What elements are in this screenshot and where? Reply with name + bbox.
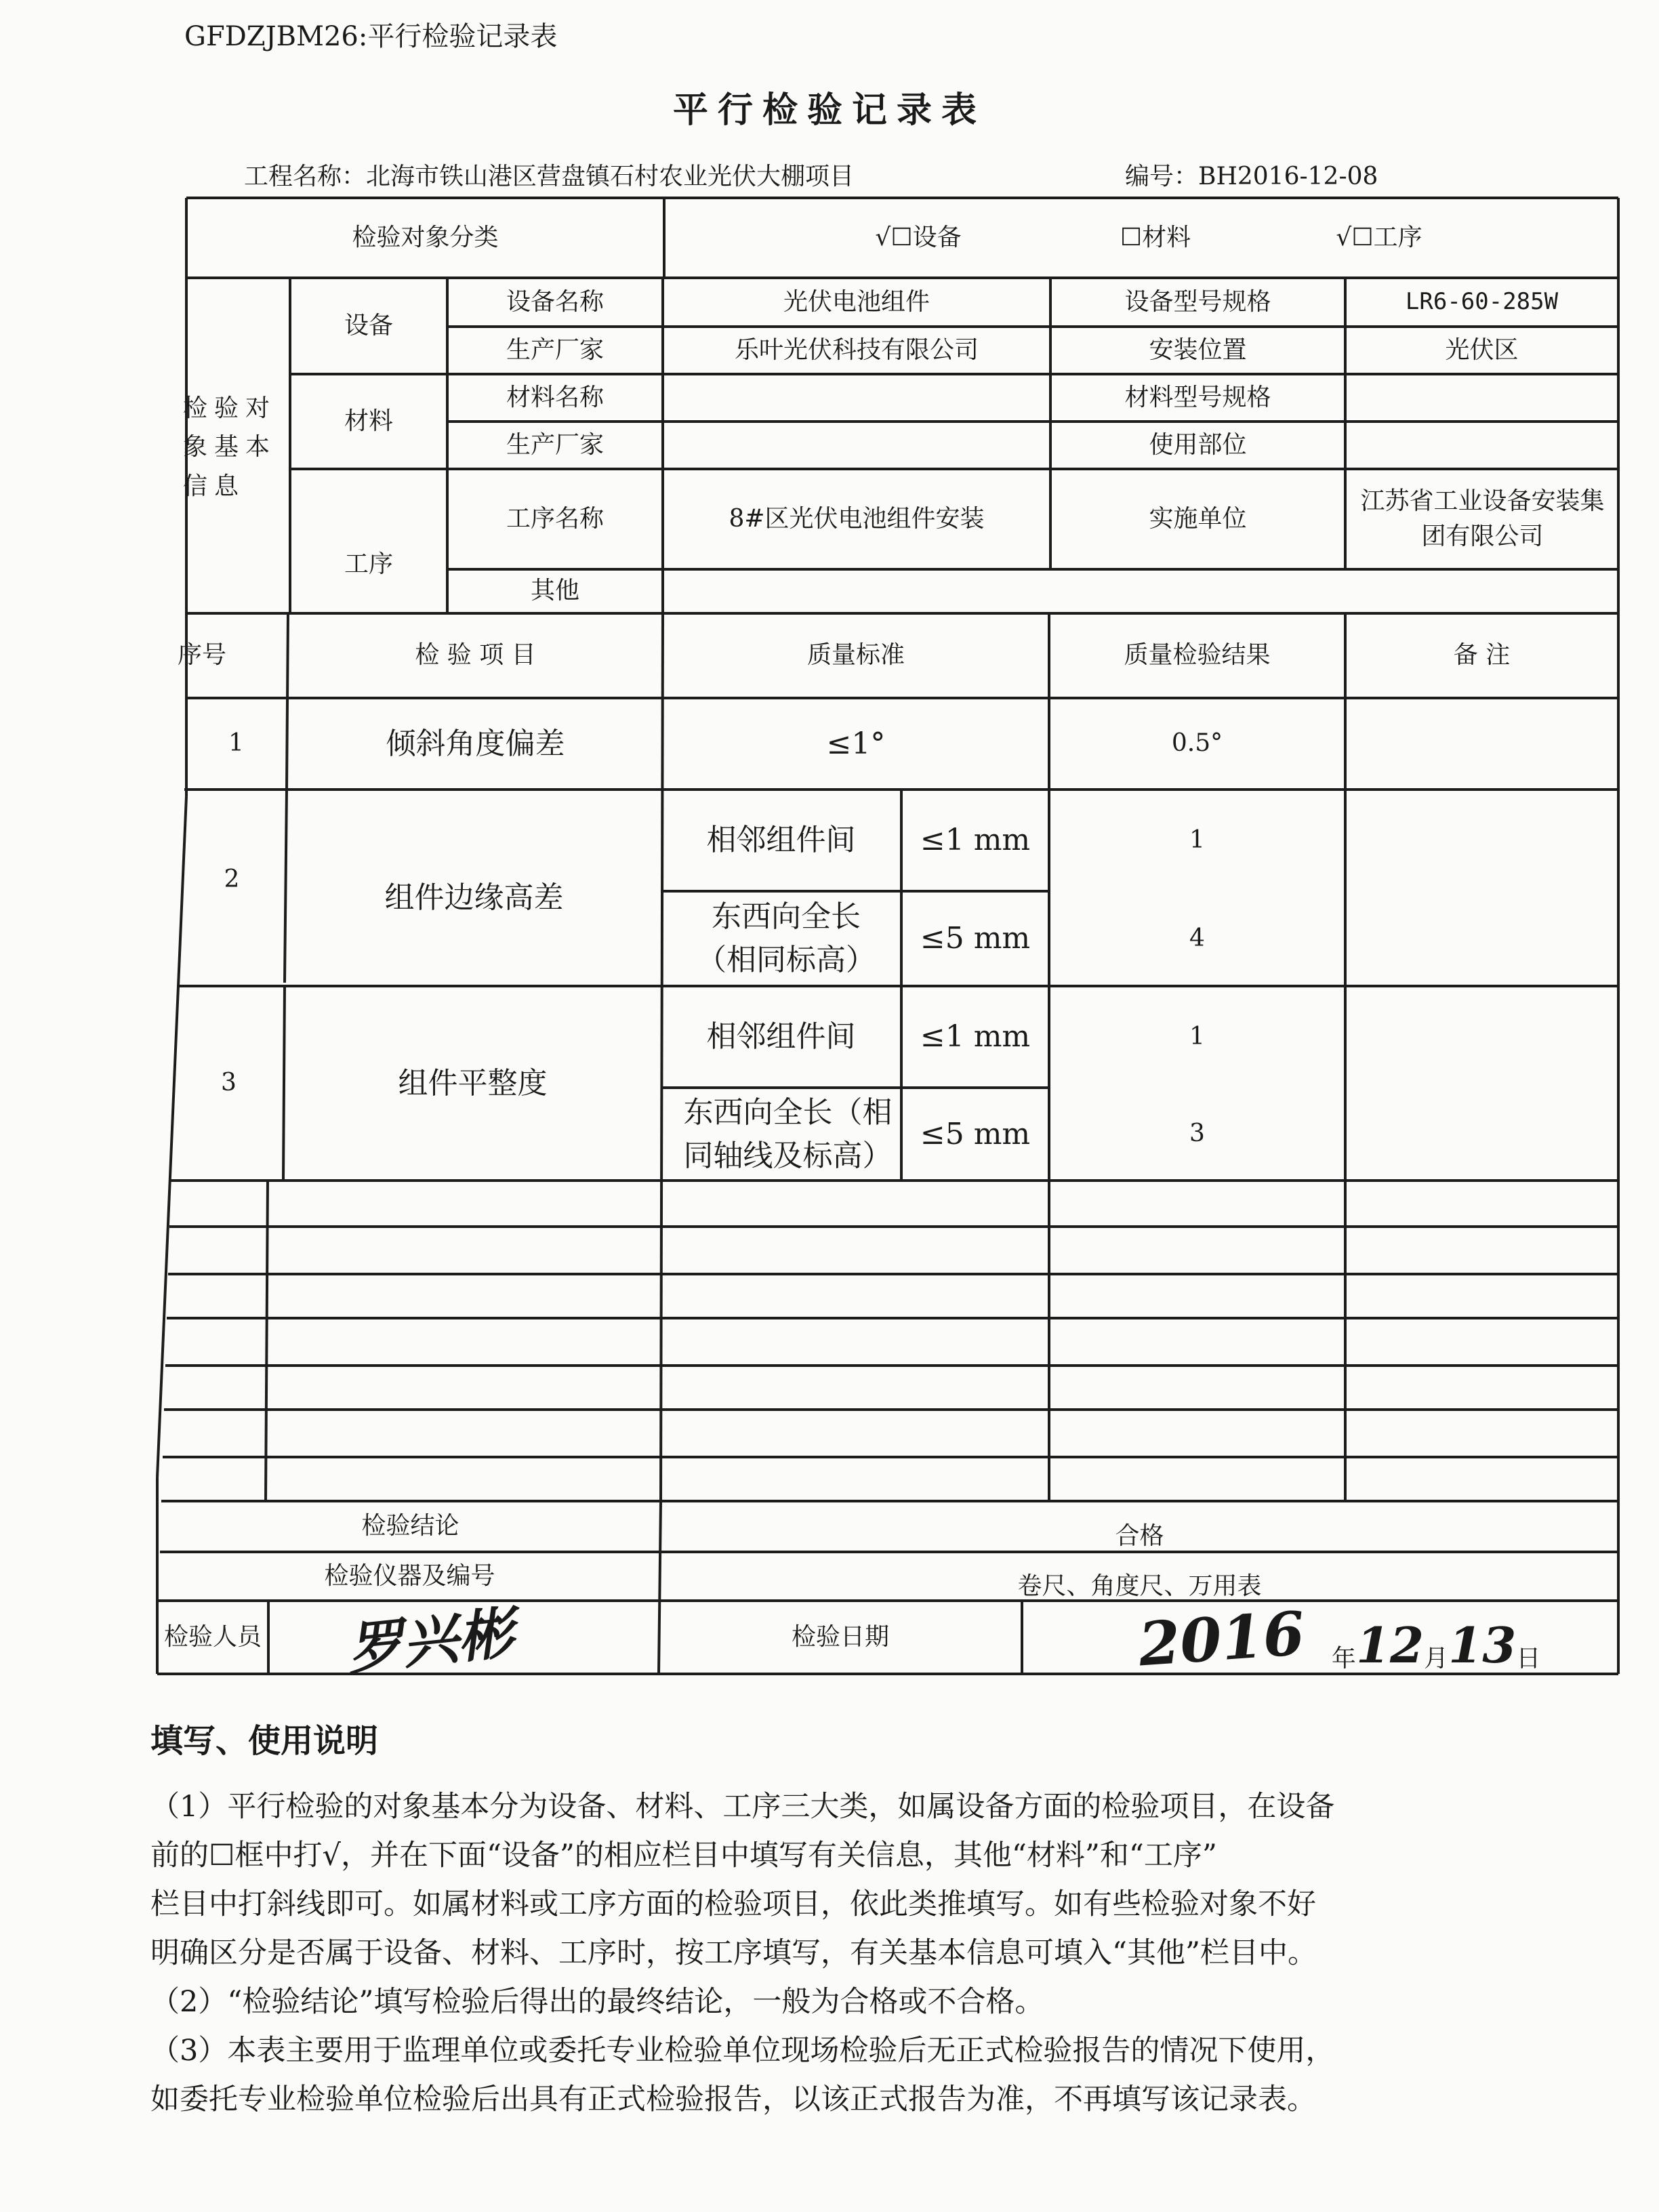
row-3-sub-1-name: 相邻组件间 (706, 1019, 856, 1054)
row-3-sub-2-result: 3 (1189, 1120, 1205, 1148)
notes-line: （2）“检验结论”填写检验后得出的最终结论，一般为合格或不合格。 (150, 1985, 1044, 2019)
install-location-value: 光伏区 (1445, 335, 1519, 364)
equipment-maker-value: 乐叶光伏科技有限公司 (734, 335, 979, 364)
equipment-group-label: 设备 (344, 311, 393, 340)
material-name-label: 材料名称 (506, 383, 604, 411)
equipment-maker-label: 生产厂家 (506, 335, 604, 364)
instruments-value: 卷尺、角度尺、万用表 (1017, 1572, 1262, 1600)
date-year-suffix: 年 (1331, 1645, 1356, 1673)
date-value (1136, 1597, 1541, 1680)
row-2-sub-1-result: 1 (1189, 825, 1205, 854)
other-label: 其他 (530, 577, 579, 605)
date-year: 2016 (1136, 1597, 1307, 1680)
header-remark: 备 注 (1453, 641, 1511, 670)
inspector-label: 检验人员 (163, 1622, 262, 1651)
conclusion-value: 合格 (1115, 1522, 1164, 1551)
form-title: 平行检验记录表 (672, 89, 986, 131)
row-2-sub-1-limit: ≤1 mm (920, 823, 1031, 858)
date-day-suffix: 日 (1516, 1645, 1541, 1673)
category-material-checkbox[interactable]: ☐材料 (1120, 223, 1191, 251)
equipment-model-label: 设备型号规格 (1124, 287, 1271, 316)
row-2-item: 组件边缘高差 (384, 880, 564, 916)
row-2-sub-1-name: 相邻组件间 (706, 823, 856, 858)
notes-line: （1）平行检验的对象基本分为设备、材料、工序三大类，如属设备方面的检验项目，在设备 (150, 1790, 1335, 1824)
category-process-checkbox[interactable]: √☐工序 (1336, 223, 1422, 251)
row-1-result: 0.5° (1171, 729, 1223, 758)
notes-line: （3）本表主要用于监理单位或委托专业检验单位现场检验后无正式检验报告的情况下使用， (150, 2034, 1335, 2068)
material-name-value[interactable] (663, 374, 1050, 422)
equipment-name-value: 光伏电池组件 (783, 287, 930, 316)
equipment-model-value: LR6-60-285W (1405, 288, 1559, 316)
notes-line: 栏目中打斜线即可。如属材料或工序方面的检验项目，依此类推填写。如有些检验对象不好 (150, 1887, 1316, 1921)
instruments-label: 检验仪器及编号 (324, 1561, 495, 1590)
header-item: 检 验 项 目 (415, 641, 536, 670)
row-3-no: 3 (221, 1069, 237, 1097)
category-equipment-checkbox[interactable]: √☐设备 (875, 223, 962, 251)
row-3-item: 组件平整度 (398, 1065, 548, 1101)
notes-title: 填写、使用说明 (150, 1722, 379, 1760)
equipment-name-label: 设备名称 (506, 287, 604, 316)
project-name: 工程名称：北海市铁山港区营盘镇石村农业光伏大棚项目 (244, 163, 855, 190)
notes-line: 如委托专业检验单位检验后出具有正式检验报告，以该正式报告为准，不再填写该记录表。 (150, 2083, 1316, 2116)
material-model-value[interactable] (1345, 374, 1618, 422)
notes-line: 明确区分是否属于设备、材料、工序时，按工序填写，有关基本信息可填入“其他”栏目中。 (150, 1936, 1317, 1970)
header-no: 序号 (178, 641, 227, 670)
use-part-value[interactable] (1345, 422, 1618, 469)
row-3-sub-1-limit: ≤1 mm (920, 1019, 1031, 1054)
header-standard: 质量标准 (806, 641, 905, 670)
inspector-signature: 罗兴彬 (344, 1599, 517, 1683)
serial-number: 编号：BH2016-12-08 (1125, 163, 1378, 190)
date-day: 13 (1448, 1616, 1517, 1674)
row-3-sub-1-result: 1 (1189, 1022, 1205, 1050)
executor-label: 实施单位 (1149, 504, 1247, 533)
row-1-standard: ≤1° (826, 726, 886, 761)
process-name-value: 8#区光伏电池组件安装 (729, 504, 985, 533)
row-2-no: 2 (224, 865, 240, 893)
conclusion-label: 检验结论 (361, 1512, 459, 1540)
header-result: 质量检验结果 (1124, 641, 1271, 670)
other-value[interactable] (663, 569, 1618, 613)
date-label: 检验日期 (791, 1622, 889, 1651)
process-group-label: 工序 (344, 550, 393, 579)
basic-info-label: 检验对象基本信息 (183, 394, 277, 500)
row-3-sub-2-limit: ≤5 mm (920, 1116, 1031, 1151)
install-location-label: 安装位置 (1149, 335, 1247, 364)
row-1-item: 倾斜角度偏差 (386, 726, 565, 761)
document-code: GFDZJBM26:平行检验记录表 (184, 21, 558, 52)
row-2-sub-2-name: 东西向全长（相同标高） (697, 899, 876, 977)
row-2-sub-2-result: 4 (1189, 924, 1205, 952)
material-maker-value[interactable] (663, 422, 1050, 469)
date-month-suffix: 月 (1424, 1645, 1449, 1673)
process-name-label: 工序名称 (506, 504, 604, 533)
material-model-label: 材料型号规格 (1124, 383, 1271, 411)
row-1-no: 1 (228, 729, 244, 758)
row-3-sub-2-name: 东西向全长（相同轴线及标高） (683, 1094, 893, 1173)
notes-line: 前的☐框中打√，并在下面“设备”的相应栏目中填写有关信息，其他“材料”和“工序” (150, 1839, 1217, 1872)
date-month: 12 (1355, 1616, 1425, 1674)
category-label: 检验对象分类 (352, 223, 499, 251)
row-2-sub-2-limit: ≤5 mm (920, 921, 1031, 956)
material-group-label: 材料 (344, 407, 393, 435)
notes-body (150, 1782, 1492, 2124)
executor-value: 江苏省工业设备安装集团有限公司 (1360, 487, 1605, 550)
material-maker-label: 生产厂家 (506, 430, 604, 459)
use-part-label: 使用部位 (1149, 430, 1247, 459)
